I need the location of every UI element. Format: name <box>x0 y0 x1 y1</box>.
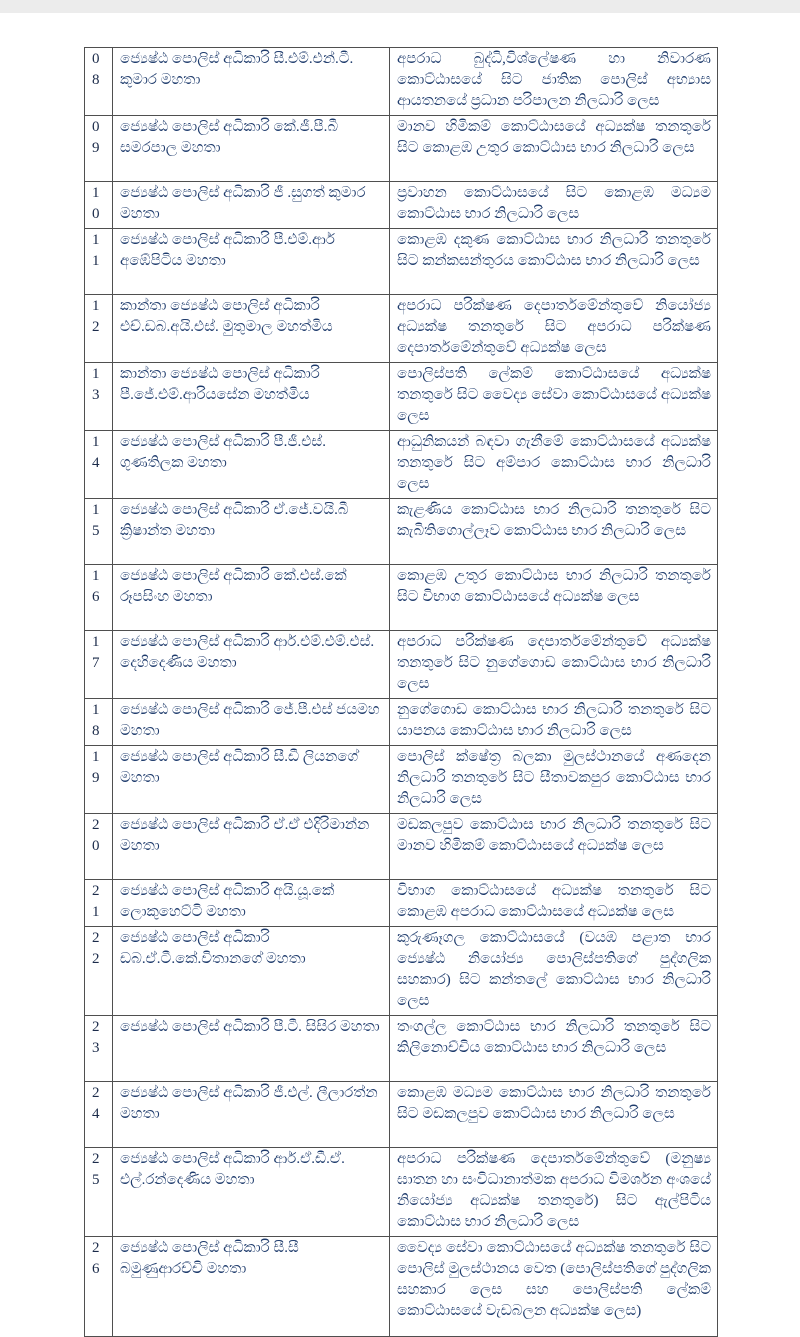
table-row <box>85 699 718 746</box>
transfer-description: කොළඹ මධ්‍යම කොට්ඨාස භාර නිලධාරි තනතුරේ සිට මඩකලපුව කොට්ඨාස භාර නිලධාරි ලෙස <box>390 1082 718 1148</box>
table-row <box>85 927 718 1016</box>
row-number: 09 <box>85 116 113 182</box>
officer-name: ජ්‍යෙෂ්ඨ පොලිස් අධිකාරි ආර්.ඒ.ඩී.ඒ. එල්.රන්දෙණිය මහතා <box>113 1148 390 1237</box>
officer-name: ජ්‍යෙෂ්ඨ පොලිස් අධිකාරි ජේ.පී.එස් ජයමහ මහතා <box>113 699 390 746</box>
transfer-description: අපරාධ බුද්ධි,විශ්ලේෂණ හා නිවාරණ කොට්ඨාසයේ සිට ජාතික පොලිස් අභ්‍යාස ආයතනයේ ප්‍රධාන පරිපාලන නිලධාරි ලෙස <box>390 48 718 116</box>
row-number: 10 <box>85 182 113 229</box>
table-row <box>85 565 718 631</box>
transfer-description: නුගේගොඩ කොට්ඨාස භාර නිලධාරි තනතුරේ සිට යාපනය කොට්ඨාස භාර නිලධාරි ලෙස <box>390 699 718 746</box>
table-row <box>85 229 718 295</box>
officer-name: ජ්‍යෙෂ්ඨ පොලිස් අධිකාරි පී.ජී.එස්. ගුණතිලක මහතා <box>113 431 390 499</box>
row-number: 15 <box>85 499 113 565</box>
officer-name: ජ්‍යෙෂ්ඨ පොලිස් අධිකාරි ජී.එල්. ලීලාරත්න මහතා <box>113 1082 390 1148</box>
table-row <box>85 48 718 116</box>
transfer-description: මඩකලපුව කොට්ඨාස භාර නිලධාරි තනතුරේ සිට මානව හිමිකම් කොට්ඨාසයේ අධ්‍යක්ෂ ලෙස <box>390 814 718 880</box>
transfer-description: ප්‍රවාහන කොට්ඨාසයේ සිට කොළඹ මධ්‍යම කොට්ඨාස භාර නිලධාරි ලෙස <box>390 182 718 229</box>
row-number: 26 <box>85 1237 113 1337</box>
table-row <box>85 1082 718 1148</box>
row-number: 24 <box>85 1082 113 1148</box>
officer-name: ජ්‍යෙෂ්ඨ පොලිස් අධිකාරි සී.එම්.එන්.ටී. කුමාර මහතා <box>113 48 390 116</box>
table-row <box>85 746 718 814</box>
officer-name: කාන්තා ජ්‍යෙෂ්ඨ පොලිස් අධිකාරි පී.ජේ.එම්.ආරියසේන මහත්මිය <box>113 363 390 431</box>
transfer-description: පොලිස් ක්ෂේත්‍ර බලකා මුලස්ථානයේ අණදෙන නිලධාරි තනතුරේ සිට සීතාවකපුර කොට්ඨාස භාර නිලධාරි ලෙස <box>390 746 718 814</box>
transfer-description: ආධුනිකයන් බඳවා ගැනීමේ කොට්ඨාසයේ අධ්‍යක්ෂ තනතුරේ සිට අම්පාර කොට්ඨාස භාර නිලධාරි ලෙස <box>390 431 718 499</box>
officer-name: ජ්‍යෙෂ්ඨ පොලිස් අධිකාරි කේ.ජී.පී.බී සමරපාල මහතා <box>113 116 390 182</box>
transfer-table-body <box>85 48 718 1337</box>
row-number: 21 <box>85 880 113 927</box>
table-row <box>85 499 718 565</box>
officer-name: ජ්‍යෙෂ්ඨ පොලිස් අධිකාරි ඒ.ජේ.වයි.බී ක්‍රිෂාන්ත මහතා <box>113 499 390 565</box>
table-row <box>85 182 718 229</box>
table-row <box>85 431 718 499</box>
row-number: 11 <box>85 229 113 295</box>
transfer-description: පොලිස්පති ලේකම් කොට්ඨාසයේ අධ්‍යක්ෂ තනතුරේ සිට වෛද්‍ය සේවා කොට්ඨාසයේ අධ්‍යක්ෂ ලෙස <box>390 363 718 431</box>
transfer-description: අපරාධ පරික්ෂණ දෙපාර්තමේන්තුවේ නියෝජ්‍ය අධ්‍යක්ෂ තනතුරේ සිට අපරාධ පරික්ෂණ දෙපාර්තමේන්තුවේ අධ්‍යක්ෂ ලෙස <box>390 295 718 363</box>
officer-name: ජ්‍යෙෂ්ඨ පොලිස් අධිකාරි කේ.එස්.කේ රූපසිංහ මහතා <box>113 565 390 631</box>
officer-name: කාන්තා ජ්‍යෙෂ්ඨ පොලිස් අධිකාරි එච්.ඩබ.අයි.එස්. මුතුමාල මහත්මිය <box>113 295 390 363</box>
transfer-description: කැළණිය කොට්ඨාස භාර නිලධාරි තනතුරේ සිට කැබිතිගොල්ලෑව කොට්ඨාස භාර නිලධාරි ලෙස <box>390 499 718 565</box>
table-row <box>85 116 718 182</box>
transfer-description: අපරාධ පරික්ෂණ දෙපාර්තමේන්තුවේ (මනුෂ්‍ය ඝාතන හා සංවිධානාත්මක අපරාධ විමර්ශන අංශයේ නියෝජ්‍ය අධ්‍යක්ෂ තනතුරේ) සිට ඇල්පිටිය කොට්ඨාස භාර නිලධාරි ලෙස <box>390 1148 718 1237</box>
officer-name: ජ්‍යෙෂ්ඨ පොලිස් අධිකාරි අයි.යූ.කේ ලොකුහෙට්ටි මහතා <box>113 880 390 927</box>
officer-name: ජ්‍යෙෂ්ඨ පොලිස් අධිකාරි පී.ටී. සිසිර මහතා <box>113 1016 390 1082</box>
officer-name: ජ්‍යෙෂ්ඨ පොලිස් අධිකාරි සී.ඩී ලියනගේ මහතා <box>113 746 390 814</box>
transfer-description: කොළඹ දකුණ කොට්ඨාස භාර නිලධාරි තනතුරේ සිට කන්කසන්තුරය කොට්ඨාස භාර නිලධාරි ලෙස <box>390 229 718 295</box>
row-number: 18 <box>85 699 113 746</box>
row-number: 14 <box>85 431 113 499</box>
table-row <box>85 1148 718 1237</box>
row-number: 22 <box>85 927 113 1016</box>
table-row <box>85 295 718 363</box>
transfer-description: අපරාධ පරික්ෂණ දෙපාර්තමේන්තුවේ අධ්‍යක්ෂ තනතුරේ සිට නුගේගොඩ කොට්ඨාස භාර නිලධාරි ලෙස <box>390 631 718 699</box>
officer-name: ජ්‍යෙෂ්ඨ පොලිස් අධිකාරි ජී .සුගත් කුමාර මහතා <box>113 182 390 229</box>
page-top-edge <box>0 0 800 13</box>
row-number: 19 <box>85 746 113 814</box>
row-number: 08 <box>85 48 113 116</box>
transfer-description: වෛද්‍ය සේවා කොට්ඨාසයේ අධ්‍යක්ෂ තනතුරේ සිට පොලිස් මුලස්ථානය වෙත (පොලිස්පතිගේ පුද්ගලික සහකාර ලෙස සහ පොලිස්පති ලේකම් කොට්ඨාසයේ වැඩබලන අධ්‍යක්ෂ ලෙස) <box>390 1237 718 1337</box>
table-row <box>85 363 718 431</box>
table-row <box>85 1237 718 1337</box>
row-number: 25 <box>85 1148 113 1237</box>
row-number: 16 <box>85 565 113 631</box>
officer-name: ජ්‍යෙෂ්ඨ පොලිස් අධිකාරි ඩබ.ඒ.ටී.කේ.විතානගේ මහතා <box>113 927 390 1016</box>
row-number: 20 <box>85 814 113 880</box>
transfer-description: විභාග කොට්ඨාසයේ අධ්‍යක්ෂ තනතුරේ සිට කොළඹ අපරාධ කොට්ඨාසයේ අධ්‍යක්ෂ ලෙස <box>390 880 718 927</box>
table-row <box>85 814 718 880</box>
transfer-table <box>84 47 718 1337</box>
row-number: 17 <box>85 631 113 699</box>
table-row <box>85 1016 718 1082</box>
transfer-description: මානව හිමිකම් කොට්ඨාසයේ අධ්‍යක්ෂ තනතුරේ සිට කොළඹ උතුර කොට්ඨාස භාර නිලධාරි ලෙස <box>390 116 718 182</box>
officer-name: ජ්‍යෙෂ්ඨ පොලිස් අධිකාරි සී.සී බමුණුආරච්චි මහතා <box>113 1237 390 1337</box>
transfer-description: කොළඹ උතුර කොට්ඨාස භාර නිලධාරි තනතුරේ සිට විභාග කොට්ඨාසයේ අධ්‍යක්ෂ ලෙස <box>390 565 718 631</box>
officer-name: ජ්‍යෙෂ්ඨ පොලිස් අධිකාරි පී.එම්.ආර් අඹේපිටිය මහතා <box>113 229 390 295</box>
row-number: 13 <box>85 363 113 431</box>
officer-name: ජ්‍යෙෂ්ඨ පොලිස් අධිකාරි ආර්.එම්.එම්.එස්. දෙහිදෙණිය මහතා <box>113 631 390 699</box>
transfer-description: කුරුණෑගල කොට්ඨාසයේ (වයඹ පළාත භාර ජ්‍යෙෂ්ඨ නියෝජ්‍ය පොලිස්පතිගේ පුද්ගලික සහකාර) සිට කන්තලේ කොට්ඨාස භාර නිලධාරි ලෙස <box>390 927 718 1016</box>
transfer-description: තංගල්ල කොට්ඨාස භාර නිලධාරි තනතුරේ සිට කිලිනොච්චිය කොට්ඨාස භාර නිලධාරි ලෙස <box>390 1016 718 1082</box>
table-row <box>85 631 718 699</box>
officer-name: ජ්‍යෙෂ්ඨ පොලිස් අධිකාරි ඒ.ඒ එදිරිමාන්න මහතා <box>113 814 390 880</box>
row-number: 12 <box>85 295 113 363</box>
table-row <box>85 880 718 927</box>
row-number: 23 <box>85 1016 113 1082</box>
